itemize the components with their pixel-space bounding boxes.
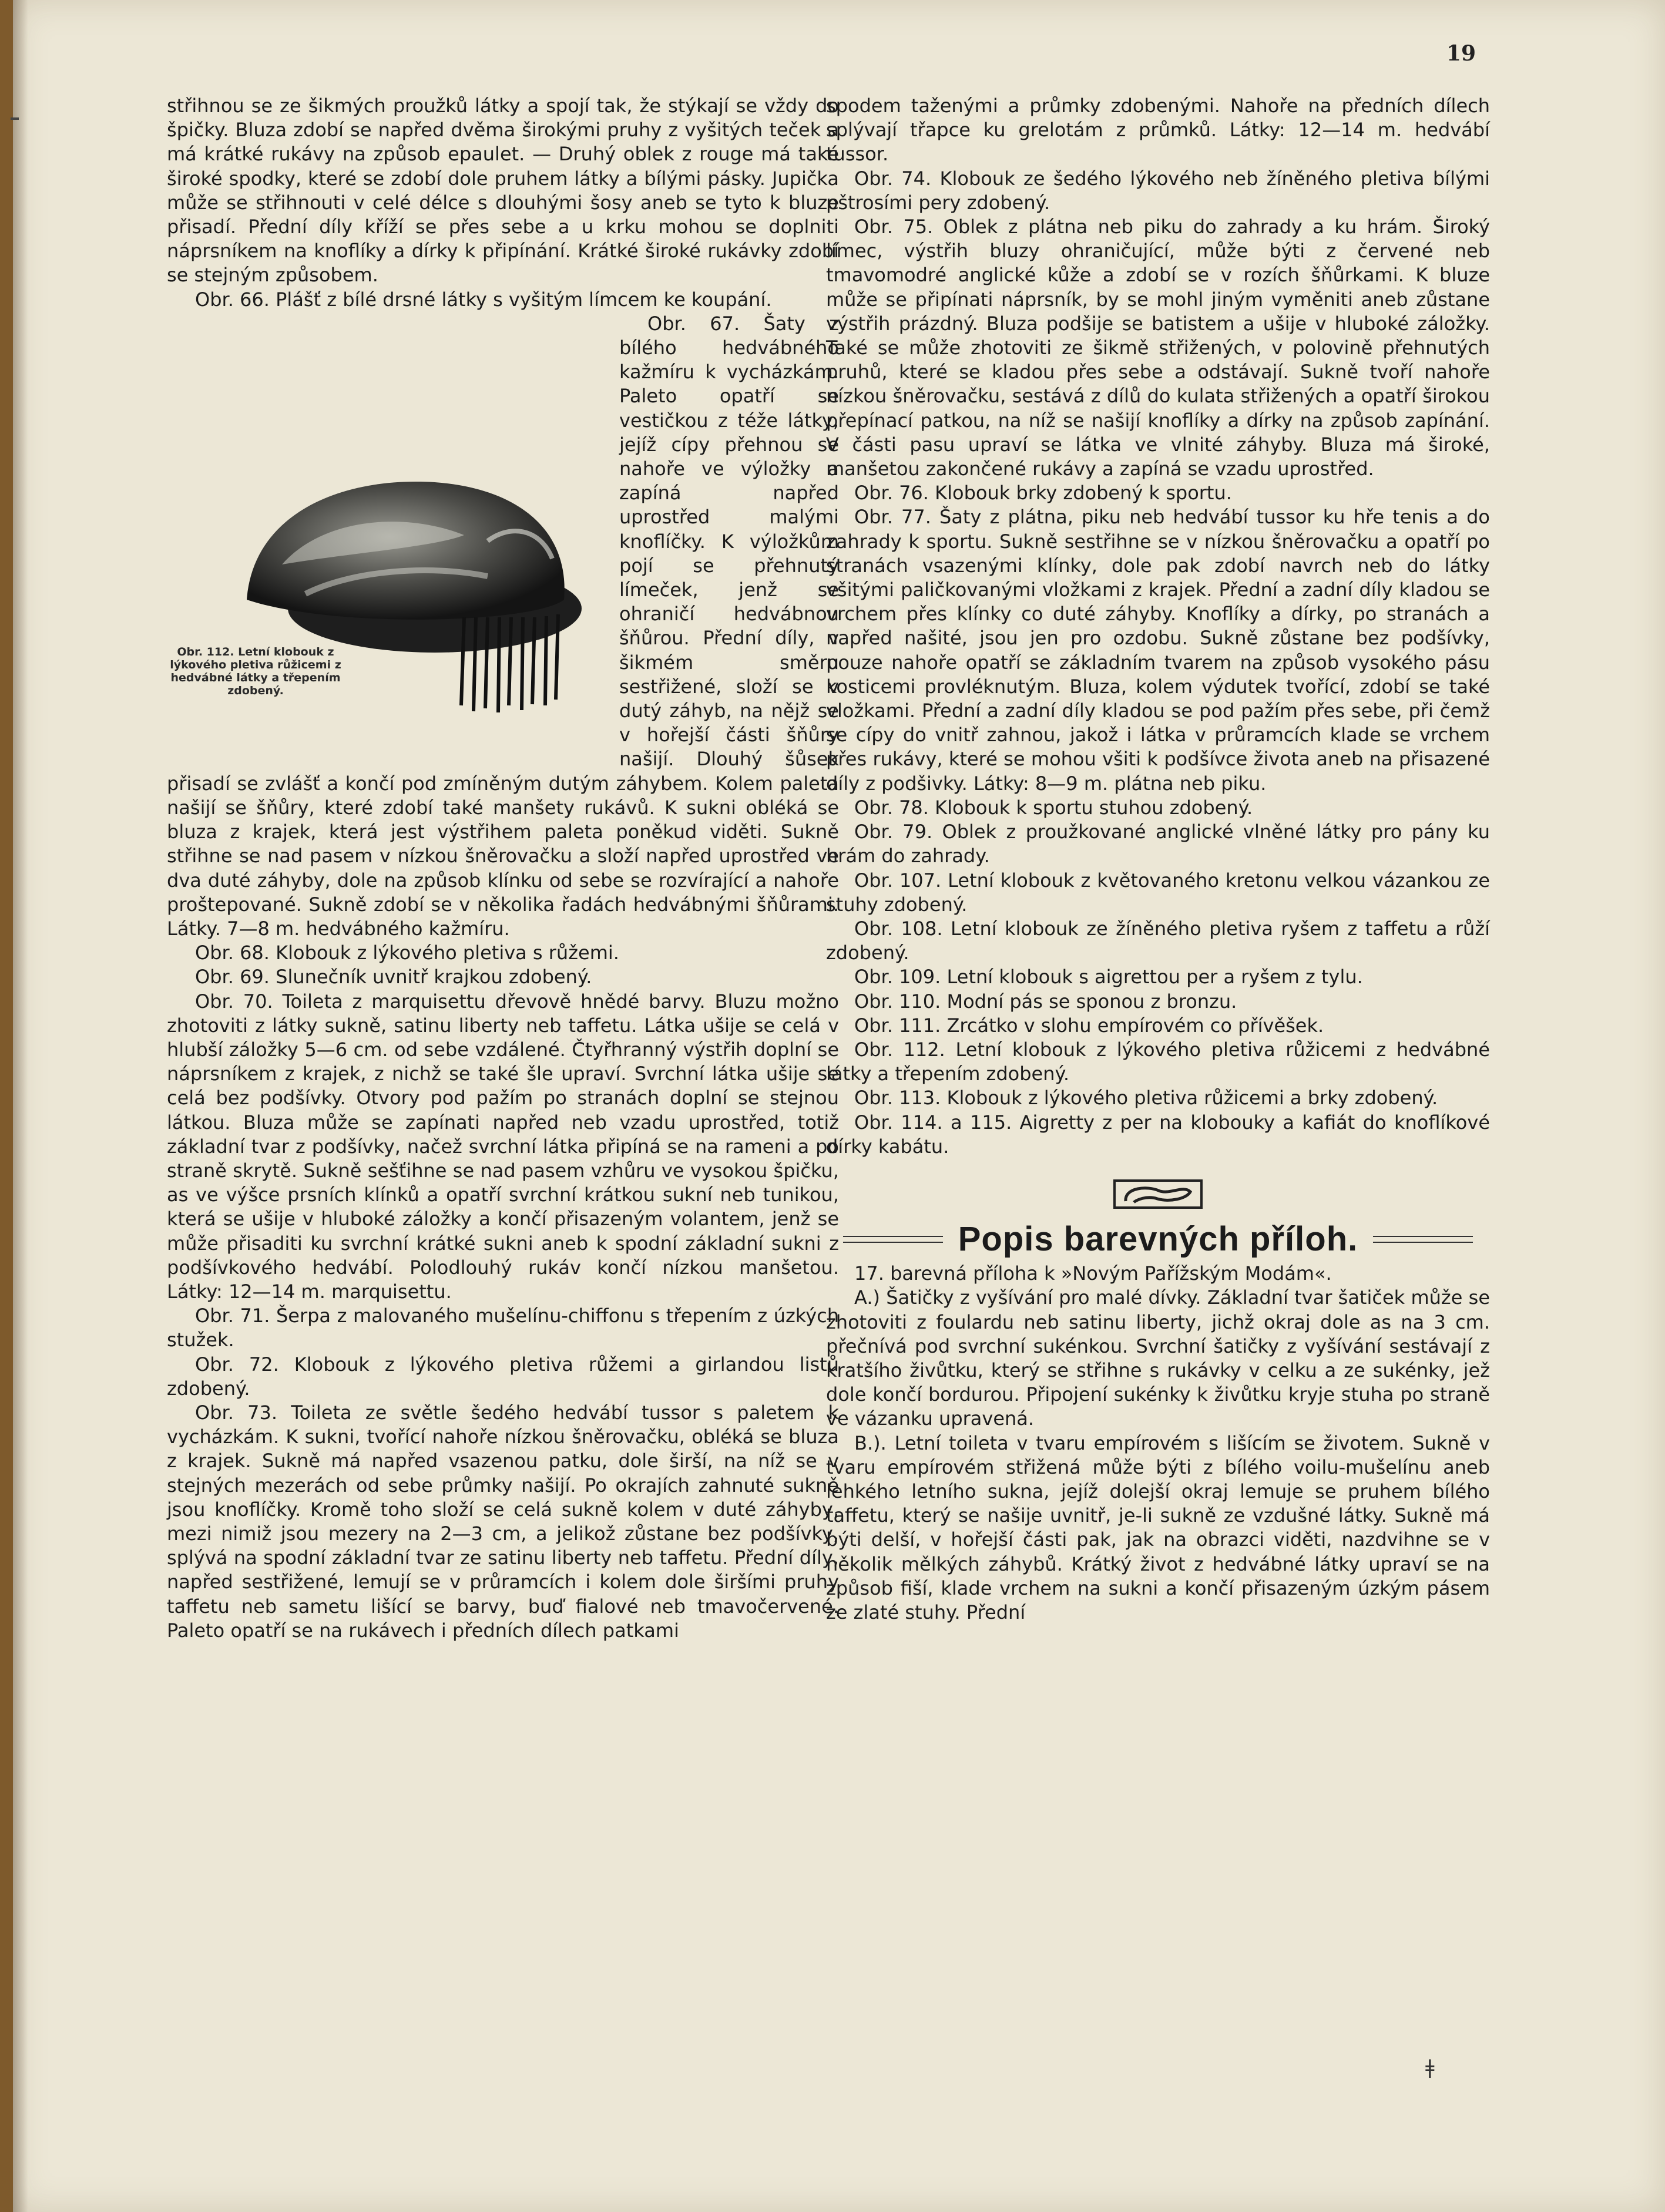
heading-rule-left: [843, 1236, 943, 1243]
section-heading: [826, 1219, 1490, 1258]
left-column: [167, 94, 839, 1642]
paragraph: střihnou se ze šikmých proužků látky a spojí tak, že stýkají se vždy do špičky. Bluza zdobí se napřed dvěma širokými pruhy z vyšitých teček a má krátké rukávy na způsob epaulet. — Druhý oblek z rouge má také široké spodky, které se zdobí dole pruhem látky a bílými pásky. Jupička může se střihnouti v celé délce s dlouhými šosy aneb se tyto k bluze přisadí. Přední díly kříží se přes sebe a u krku mohou se doplniti náprsníkem na knoflíky a dírky k připínání. Krátké široké rukávky zdobí se stejným způsobem.: [167, 95, 839, 287]
paragraph: Obr. 69. Slunečník uvnitř krajkou zdobený.: [195, 966, 592, 989]
paragraph: B.). Letní toileta v tvaru empírovém s lišícím se životem. Sukně v tvaru empírovém střižená může býti z bílého voilu-mušelínu aneb lehkého letního sukna, jejíž dolejší okraj lemuje se pruhem bílého taffetu, který se našije uvnitř, je-li sukně ze vzdušné látky. Sukně má býti delší, v hořejší části pak, jak na obrazci viděti, nazdvihne se v několik mělkých záhybů. Krátký život z hedvábné látky upraví se na způsob fiší, klade vrchem na sukni a končí přisazeným úzkým pásem ze zlaté stuhy. Přední: [826, 1431, 1490, 1623]
paragraph: Obr. 108. Letní klobouk ze žíněného pletiva ryšem z taffetu a růží zdobený.: [826, 917, 1490, 964]
subheading: 17. barevná příloha k »Novým Pařížským Modám«.: [854, 1262, 1332, 1285]
paragraph: Obr. 75. Oblek z plátna neb piku do zahrady a ku hrám. Široký límec, výstřih bluzy ohraničující, může býti z červené neb tmavomodré anglické kůže a zdobí se v rozích šňůrkami. K bluze může se připínati náprsník, by se mohl jiným vyměniti aneb zůstane výstřih prázdný. Bluza podšije se batistem a ušije v hluboké záložky. Také se může zhotoviti ze šikmě střižených, v polovině přehnutých pruhů, které se kladou přes sebe a odstávají. Sukně tvoří nahoře nízkou šněrovačku, sestává z dílů do kulata střižených a opatří širokou přepínací patkou, na níž se našijí knoflíky a dírky na způsob zapínání. V části pasu upraví se látka ve vlnité záhyby. Bluza má široké, manšetou zakončené rukávy a zapíná se vzadu uprostřed.: [826, 216, 1490, 480]
signature-mark: ǂ: [1425, 2056, 1435, 2079]
paragraph: Obr. 107. Letní klobouk z květovaného kretonu velkou vázankou ze stuhy zdobený.: [826, 869, 1490, 916]
paragraph: Obr. 109. Letní klobouk s aigrettou per a ryšem z tylu.: [854, 966, 1363, 989]
paragraph: Obr. 66. Plášť z bílé drsné látky s vyšitým límcem ke koupání.: [195, 288, 772, 311]
figure-hat: [159, 406, 605, 758]
paragraph: Obr. 110. Modní pás se sponou z bronzu.: [854, 990, 1237, 1013]
paragraph: spodem taženými a průmky zdobenými. Nahoře na předních dílech splývají třapce ku grelotám z průmků. Látky: 12—14 m. hedvábí tussor.: [826, 95, 1490, 166]
paragraph: Obr. 72. Klobouk z lýkového pletiva růžemi a girlandou listů zdobený.: [167, 1353, 839, 1400]
paragraph: Obr. 113. Klobouk z lýkového pletiva růžicemi a brky zdobený.: [854, 1087, 1438, 1110]
paragraph: Obr. 74. Klobouk ze šedého lýkového neb žíněného pletiva bílými pštrosími pery zdobený.: [826, 167, 1490, 214]
paragraph: Obr. 67. Šaty z bílého hedvábného kažmíru k vycházkám. Paleto opatří se vestičkou z téže látky, jejíž cípy přehnou se nahoře ve výložky a zapíná napřed uprostřed malými knoflíčky. K výložkům pojí se přehnutý límeček, jenž se ohraničí hedvábnou šňůrou. Přední díly, v šikmém směru sestřižené, složí se v dutý záhyb, na nějž se v hořejší části šňůry našijí. Dlouhý šůsek přisadí se zvlášť a končí pod zmíněným dutým záhybem. Kolem paleta našijí se šňůry, které zdobí také manšety rukávů. K sukni obléká se bluza z krajek, která jest výstřihem paleta poněkud viděti. Sukně střihne se nad pasem v nízkou šněrovačku a složí napřed uprostřed ve dva duté záhyby, dole na způsob klínku od sebe se rozvírající a nahoře proštepované. Sukně zdobí se v několika řadách hedvábnými šňůrami. Látky. 7—8 m. hedvábného kažmíru.: [167, 312, 839, 940]
paragraph: Obr. 79. Oblek z proužkované anglické vlněné látky pro pány ku hrám do zahrady.: [826, 821, 1490, 868]
paragraph: Obr. 112. Letní klobouk z lýkového pletiva růžicemi z hedvábné látky a třepením zdobený.: [826, 1038, 1490, 1085]
right-column: [826, 94, 1490, 1625]
paragraph: A.) Šatičky z vyšívání pro malé dívky. Základní tvar šatiček může se zhotoviti z foulardu neb satinu liberty, jichž okraj dole as na 3 cm. přečnívá pod svrchní sukénkou. Svrchní šatičky z vyšívání sestávají z kratšího živůtku, který se střihne s rukávky v celku a ze sukénky, jež dole končí bordurou. Připojení sukénky k živůtku kryje stuha po straně ve vázanku upravená.: [826, 1286, 1490, 1430]
figure-caption: Obr. 112. Letní klobouk z lýkového pletiva růžicemi z hedvábné látky a třepením zdobený.: [170, 645, 341, 697]
paragraph: Obr. 73. Toileta ze světle šedého hedvábí tussor s paletem k vycházkám. K sukni, tvořící nahoře nízkou šněrovačku, obléká se bluza z krajek. Sukně má napřed vsazenou patku, dole širší, na níž se v stejných mezerách od sebe průmky našijí. Po okrajích zahnuté sukně jsou knoflíčky. Kromě toho složí se celá sukně kolem v duté záhyby, mezi nimiž jsou mezery na 2—3 cm, a jelikož zůstane bez podšívky, splývá na spodní základní tvar ze satinu liberty neb taffetu. Přední díly, napřed sestřižené, lemují se v průramcích i kolem dole širšími pruhy taffetu neb sametu lišící se barvy, buď fialové neb tmavočervené. Paleto opatří se na rukávech i předních dílech patkami: [167, 1401, 839, 1642]
paragraph: Obr. 68. Klobouk z lýkového pletiva s růžemi.: [195, 942, 619, 964]
heading-rule-right: [1373, 1236, 1473, 1243]
paragraph: Obr. 77. Šaty z plátna, piku neb hedvábí tussor ku hře tenis a do zahrady k sportu. Sukně sestřihne se v nízkou šněrovačku a opatří po stranách vsazenými klínky, dole pak zdobí navrch neb do látky všitými paličkovanými vložkami z krajek. Přední a zadní díly kladou se vrchem přes klínky co duté záhyby. Knoflíky a dírky, po stranách a napřed našité, jsou jen pro ozdobu. Sukně zůstane bez podšívky, pouze nahoře opatří se základním tvarem na způsob vysokého pásu kosticemi provléknutým. Bluza, kolem výdutek tvořící, zdobí se také vložkami. Přední a zadní díly kladou se pod pažím přes sebe, při čemž se cípy do vnitř zahnou, jakož i látka v průramcích klade se vrchem přes rukávy, které se mohou všiti k podšívce života aneb na přisazené díly z podšivky. Látky: 8—9 m. plátna neb piku.: [826, 506, 1490, 795]
paragraph: Obr. 114. a 115. Aigretty z per na klobouky a kafiát do knoflíkové dírky kabátu.: [826, 1111, 1490, 1158]
paragraph: Obr. 111. Zrcátko v slohu empírovém co přívěšek.: [854, 1014, 1324, 1037]
paragraph: Obr. 76. Klobouk brky zdobený k sportu.: [854, 482, 1232, 505]
paragraph: Obr. 70. Toileta z marquisettu dřevově hnědé barvy. Bluzu možno zhotoviti z látky sukně, satinu liberty neb taffetu. Látka ušije se celá v hlubší záložky 5—6 cm. od sebe vzdálené. Čtyřhranný výstřih doplní se náprsníkem z krajek, z nichž se také šle upraví. Svrchní látka ušije se celá bez podšívky. Otvory pod pažím po stranách doplní se stejnou látkou. Bluza může se zapínati napřed neb vzadu uprostřed, totiž základní tvar z podšívky, načež svrchní látka připíná se na rameni a po straně skrytě. Sukně sešťihne se nad pasem vzhůru ve vysokou špičku, as ve výšce prsních klínků a opatří svrchní krátkou sukní neb tunikou, která se ušije v hluboké záložky a končí přisazeným volantem, jenž se může přisaditi ku svrchní krátké sukni aneb k spodní základní sukni z podšívkového hedvábí. Polodlouhý rukáv končí nízkou manšetou. Látky: 12—14 m. marquisettu.: [167, 990, 839, 1303]
page-number: 19: [1446, 41, 1476, 66]
ornament-icon: [1113, 1179, 1203, 1209]
page-binding-shadow: [13, 0, 28, 2212]
paragraph: Obr. 71. Šerpa z malovaného mušelínu-chiffonu s třepením z úzkých stužek.: [167, 1305, 839, 1352]
hat-illustration: [159, 429, 593, 758]
margin-mark: [11, 117, 19, 120]
paragraph: Obr. 78. Klobouk k sportu stuhou zdobený.: [854, 796, 1253, 819]
section-title: Popis barevných příloh.: [958, 1219, 1358, 1258]
